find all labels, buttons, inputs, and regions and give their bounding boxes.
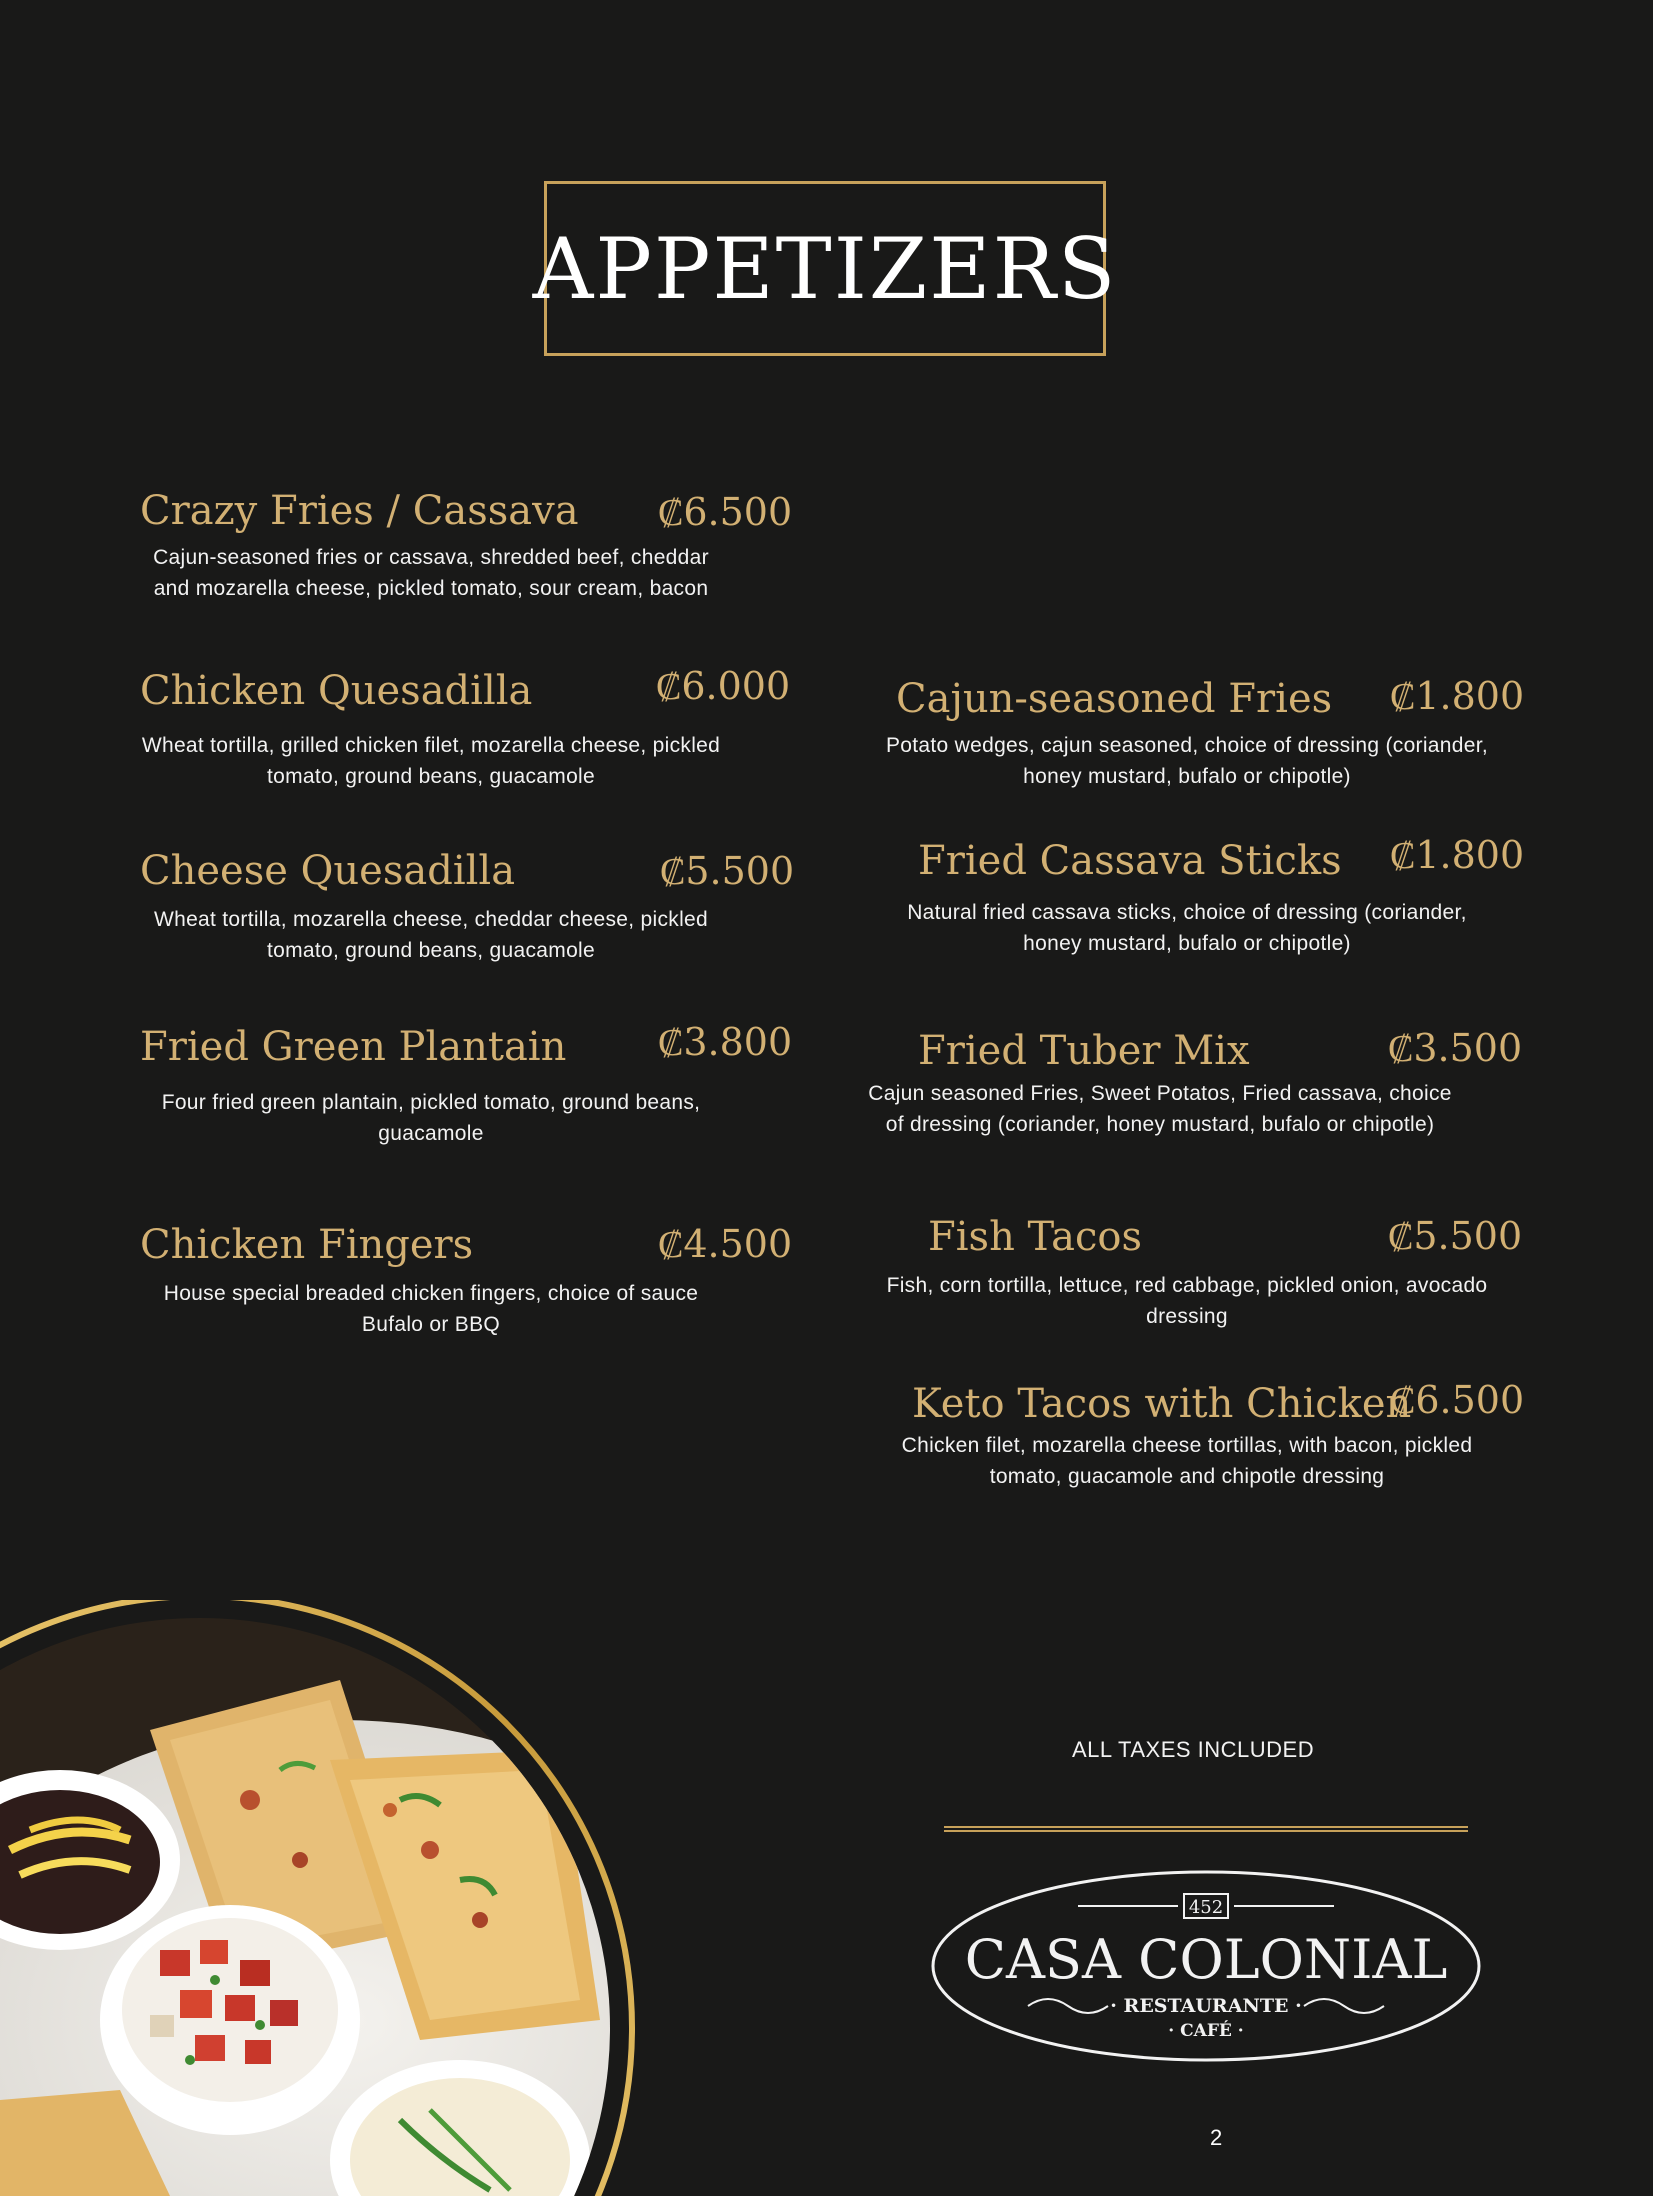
item-description: House special breaded chicken fingers, choice of sauce Bufalo or BBQ (163, 1282, 699, 1336)
item-price: ₡3.800 (658, 1020, 793, 1064)
item-description: Cajun-seasoned fries or cassava, shredded beef, cheddar and mozarella cheese, pickled tomato, sour cream, bacon (153, 546, 709, 600)
item-description: Chicken filet, mozarella cheese tortillas, with bacon, pickled tomato, guacamole and chipotle dressing (901, 1434, 1473, 1488)
page-number: 2 (1210, 2125, 1223, 2150)
item-name: Chicken Quesadilla (140, 668, 533, 714)
item-description: Fish, corn tortilla, lettuce, red cabbage, pickled onion, avocado dressing (886, 1274, 1488, 1328)
item-name: Cajun-seasoned Fries (896, 676, 1333, 722)
item-price: ₡5.500 (1388, 1214, 1523, 1258)
food-photo-illustration (0, 1600, 680, 2196)
page-title: APPETIZERS (532, 219, 1118, 318)
logo-emblem (928, 1866, 1484, 2066)
food-photo (0, 1600, 680, 2196)
item-description: Cajun seasoned Fries, Sweet Potatos, Fried cassava, choice of dressing (coriander, honey mustard, bufalo or chipotle) (868, 1082, 1452, 1136)
item-price: ₡1.800 (1390, 833, 1525, 877)
item-name: Fried Tuber Mix (918, 1028, 1250, 1074)
item-description: Natural fried cassava sticks, choice of dressing (coriander, honey mustard, bufalo or chipotle) (907, 901, 1467, 955)
item-description: Four fried green plantain, pickled tomato, ground beans, guacamole (161, 1091, 701, 1145)
logo-line2: · CAFÉ · (1168, 2021, 1244, 2041)
item-price: ₡6.500 (658, 490, 793, 534)
casa-colonial-logo (928, 1866, 1484, 2066)
title-frame (532, 181, 1118, 356)
item-name: Crazy Fries / Cassava (140, 488, 579, 534)
item-name: Fish Tacos (928, 1214, 1142, 1260)
item-description: Wheat tortilla, grilled chicken filet, mozarella cheese, pickled tomato, ground beans, guacamole (141, 734, 721, 788)
item-price: ₡6.500 (1390, 1378, 1525, 1422)
item-name: Fried Green Plantain (140, 1024, 567, 1070)
gold-divider (944, 1826, 1468, 1832)
item-name: Cheese Quesadilla (140, 848, 516, 894)
item-name: Keto Tacos with Chicken (912, 1381, 1412, 1427)
taxes-note: ALL TAXES INCLUDED (1072, 1737, 1315, 1762)
item-description: Wheat tortilla, mozarella cheese, cheddar cheese, pickled tomato, ground beans, guacamole (153, 908, 709, 962)
logo-number: 452 (1188, 1897, 1224, 1918)
item-name: Fried Cassava Sticks (918, 838, 1342, 884)
item-price: ₡3.500 (1388, 1026, 1523, 1070)
item-price: ₡4.500 (658, 1222, 793, 1266)
item-price: ₡6.000 (656, 664, 791, 708)
item-price: ₡5.500 (660, 849, 795, 893)
item-description: Potato wedges, cajun seasoned, choice of dressing (coriander, honey mustard, bufalo or chipotle) (886, 734, 1488, 788)
item-name: Chicken Fingers (140, 1222, 474, 1268)
item-price: ₡1.800 (1390, 674, 1525, 718)
logo-name: CASA COLONIAL (964, 1928, 1448, 1991)
logo-line1: · RESTAURANTE · (1110, 1995, 1302, 2017)
